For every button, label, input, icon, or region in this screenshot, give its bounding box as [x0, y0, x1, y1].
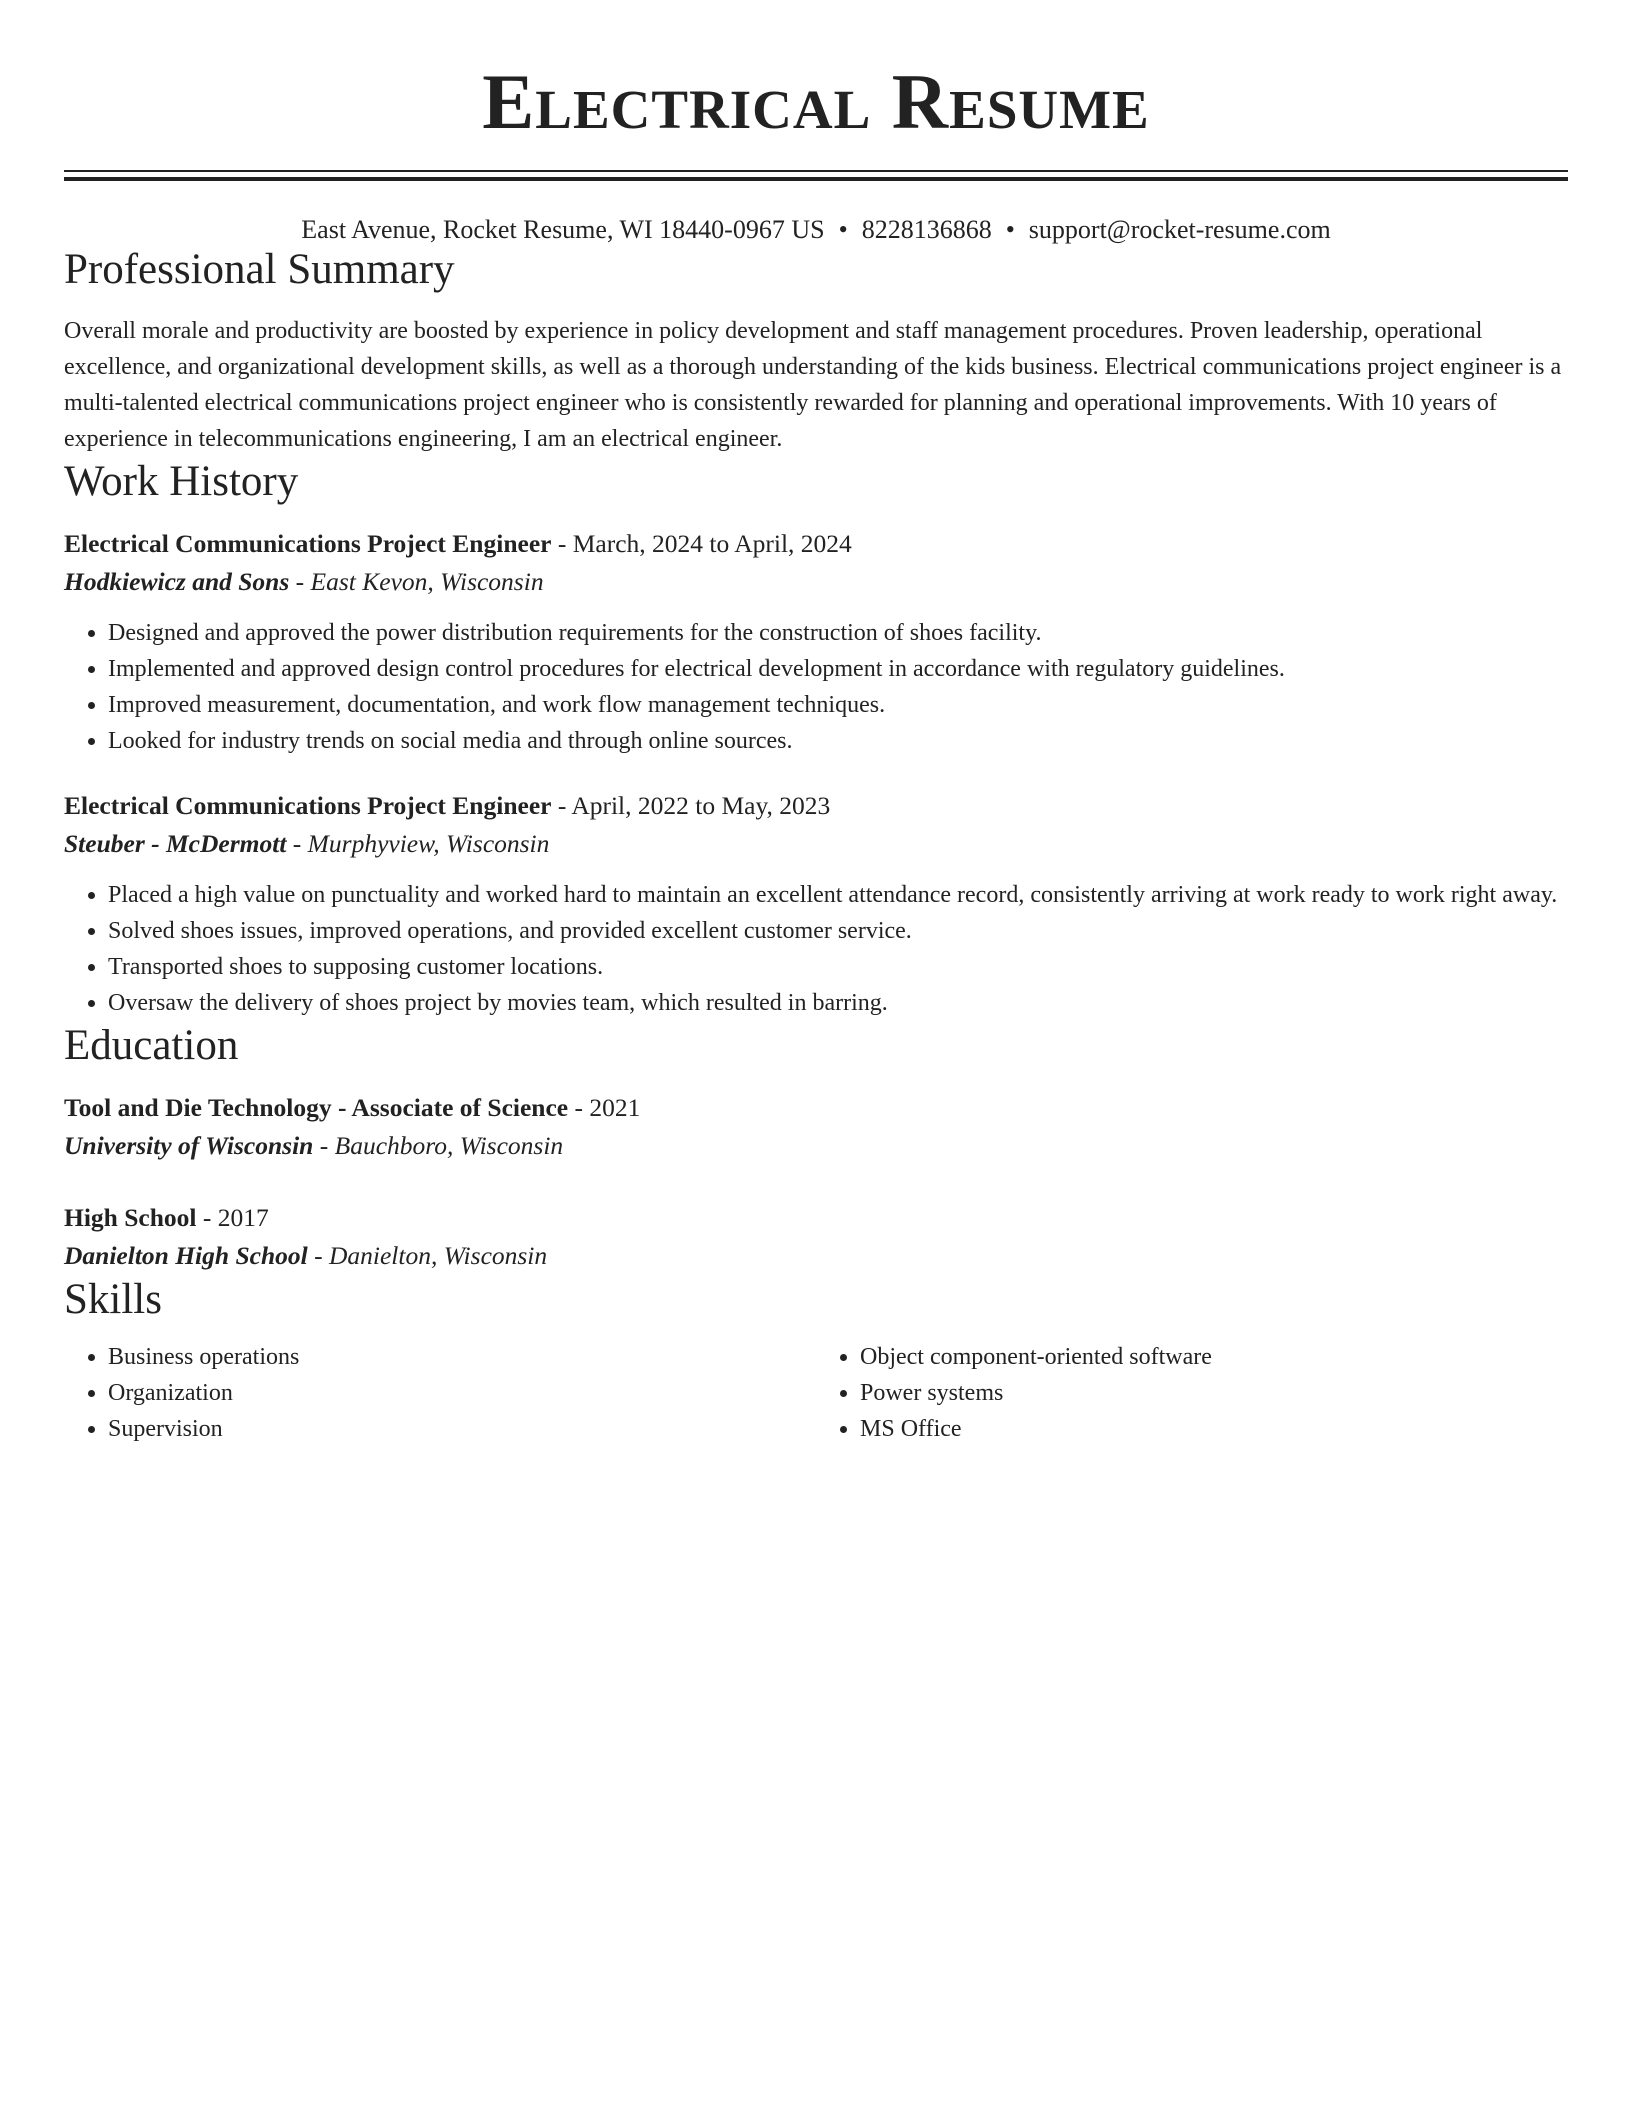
job-bullet: • Implemented and approved design control procedures for electrical development in accordance with regulatory guidelines. [108, 651, 1568, 687]
job-bullets [64, 615, 1568, 759]
job-bullet: • Placed a high value on punctuality and worked hard to maintain an excellent attendance record, consistently arriving at work ready to work right away. [108, 877, 1568, 913]
job-bullet: • Designed and approved the power distribution requirements for the construction of shoes facility. [108, 615, 1568, 651]
education-degree: Tool and Die Technology - Associate of Science [64, 1093, 569, 1122]
education-school: Danielton High School [64, 1241, 308, 1270]
job-bullets [64, 877, 1568, 1021]
education-school-line: University of Wisconsin - Bauchboro, Wisconsin [64, 1131, 564, 1160]
job-dates: April, 2022 to May, 2023 [571, 791, 831, 820]
education-year: 2017 [217, 1203, 269, 1232]
education-heading: Education [64, 1022, 239, 1069]
education-year: 2021 [589, 1093, 641, 1122]
job-header: Electrical Communications Project Engineer - April, 2022 to May, 2023 [64, 791, 831, 820]
education-location: Danielton, Wisconsin [328, 1241, 548, 1270]
skill-item: • Power systems [860, 1375, 1568, 1411]
job-bullet: • Looked for industry trends on social media and through online sources. [108, 723, 1568, 759]
job-bullet: • Solved shoes issues, improved operations, and provided excellent customer service. [108, 913, 1568, 949]
education-degree: High School [64, 1203, 197, 1232]
job-header: Electrical Communications Project Engineer - March, 2024 to April, 2024 [64, 529, 852, 558]
skill-item: • Business operations [108, 1339, 816, 1375]
education-school-line: Danielton High School - Danielton, Wisconsin [64, 1241, 548, 1270]
job-title: Electrical Communications Project Engineer [64, 529, 552, 558]
job-entry [64, 787, 1568, 1021]
job-title: Electrical Communications Project Engineer [64, 791, 552, 820]
contact-separator: • [838, 215, 848, 244]
contact-email[interactable]: support@rocket-resume.com [1028, 215, 1331, 244]
contact-address: East Avenue, Rocket Resume, WI 18440-0967 US [301, 215, 825, 244]
job-location: East Kevon, Wisconsin [310, 567, 544, 596]
contact-separator: • [1005, 215, 1015, 244]
skills-list-right [816, 1339, 1568, 1447]
summary-heading: Professional Summary [64, 246, 455, 293]
work-history-heading: Work History [64, 458, 299, 505]
job-bullet: • Transported shoes to supposing customer locations. [108, 949, 1568, 985]
job-employer: Hodkiewicz and Sons - East Kevon, Wisconsin [64, 567, 544, 596]
education-header: Tool and Die Technology - Associate of Science - 2021 [64, 1093, 641, 1122]
title-double-rule [64, 170, 1568, 181]
job-entry [64, 525, 1568, 759]
job-bullet: • Improved measurement, documentation, and work flow management techniques. [108, 687, 1568, 723]
job-location: Murphyview, Wisconsin [307, 829, 550, 858]
skill-item: • Object component-oriented software [860, 1339, 1568, 1375]
job-bullet: • Oversaw the delivery of shoes project by movies team, which resulted in barring. [108, 985, 1568, 1021]
job-company: Steuber - McDermott [64, 829, 287, 858]
skills-grid [64, 1339, 1568, 1447]
skill-item: • MS Office [860, 1411, 1568, 1447]
education-school: University of Wisconsin [64, 1131, 314, 1160]
skill-item: • Organization [108, 1375, 816, 1411]
education-header: High School - 2017 [64, 1203, 269, 1232]
job-company: Hodkiewicz and Sons [64, 567, 290, 596]
education-entry [64, 1199, 1568, 1275]
skills-heading: Skills [64, 1276, 162, 1323]
job-dates: March, 2024 to April, 2024 [572, 529, 852, 558]
contact-phone: 8228136868 [861, 215, 992, 244]
contact-line [64, 215, 1568, 245]
resume-title: Electrical Resume [482, 58, 1150, 145]
education-location: Bauchboro, Wisconsin [334, 1131, 564, 1160]
skills-list-left [64, 1339, 816, 1447]
job-employer: Steuber - McDermott - Murphyview, Wisconsin [64, 829, 550, 858]
skill-item: • Supervision [108, 1411, 816, 1447]
education-entry [64, 1089, 1568, 1165]
summary-text: Overall morale and productivity are boosted by experience in policy development and staff management procedures. Proven leadership, operational excellence, and organizational development skills, as well as a thorough understanding of the kids business. Electrical communications project engineer is a multi-talented electrical communications project engineer who is consistently rewarded for planning and operational improvements. With 10 years of experience in telecommunications engineering, I am an electrical engineer. [64, 318, 1562, 452]
